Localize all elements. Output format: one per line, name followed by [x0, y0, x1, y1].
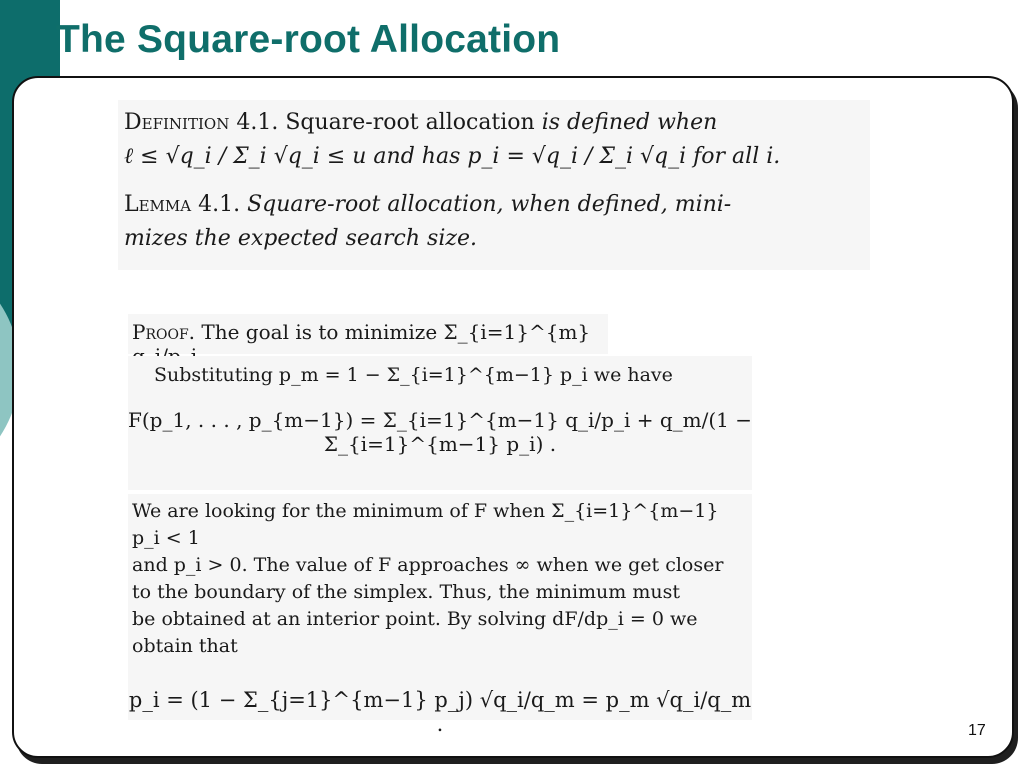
final-equation: p_i = (1 − Σ_{j=1}^{m−1} p_j) √q_i/q_m = p_m √q_i/q_m .: [128, 688, 752, 736]
lemma-number: 4.1.: [198, 192, 241, 217]
proof-text: . The goal is to minimize Σ_{i=1}^{m}: [188, 320, 591, 344]
definition-number: 4.1.: [236, 110, 279, 135]
definition-line-2: ℓ ≤ √q_i / Σ_i √q_i ≤ u and has p_i = √q_i / Σ_i √q_i for all i.: [124, 144, 781, 169]
argument-line-1: We are looking for the minimum of F when Σ_{i=1}^{m−1} p_i < 1: [132, 500, 719, 549]
argument-line-4: be obtained at an interior point. By solving dF/dp_i = 0 we: [132, 608, 698, 630]
definition-text-2: is defined when: [541, 110, 718, 135]
proof-head: Proof: [132, 320, 189, 344]
page-number: 17: [968, 722, 986, 739]
definition-text-1: Square-root allocation: [285, 110, 535, 135]
definition-lemma-block: [118, 100, 870, 270]
argument-line-2: and p_i > 0. The value of F approaches ∞ when we get closer: [132, 554, 724, 576]
lemma-line-2: [124, 222, 870, 256]
substitution-equation: F(p_1, . . . , p_{m−1}) = Σ_{i=1}^{m−1} q_i/p_i + q_m/(1 − Σ_{i=1}^{m−1} p_i) .: [128, 408, 752, 456]
lemma-head: Lemma: [124, 192, 192, 217]
definition-head: Definition: [124, 110, 230, 135]
lemma-text-2: mizes the expected search size.: [124, 226, 477, 251]
definition-line-1: [124, 106, 870, 140]
substitution-text: Substituting p_m = 1 − Σ_{i=1}^{m−1} p_i we have: [154, 364, 673, 386]
argument-line-5: obtain that: [132, 635, 238, 657]
proof-block: [128, 314, 608, 354]
lemma-line-1: [124, 188, 870, 222]
argument-block: [128, 494, 752, 736]
substitution-block: [128, 356, 752, 490]
lemma-text-1: Square-root allocation, when defined, mini-: [247, 192, 732, 217]
argument-line-3: to the boundary of the simplex. Thus, the minimum must: [132, 581, 680, 603]
slide-title: The Square-root Allocation: [56, 18, 561, 61]
